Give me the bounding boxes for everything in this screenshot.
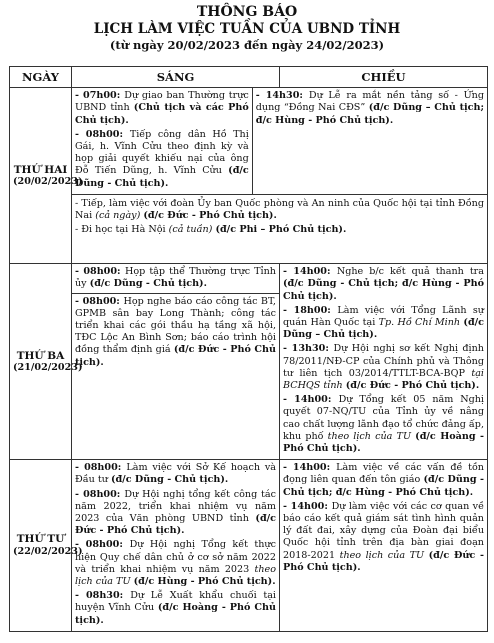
col-header-afternoon: CHIỀU bbox=[280, 67, 488, 88]
schedule-item: - 08h00: Tiếp công dân Hồ Thị Gái, h. Vĩnh Cửu theo định kỳ và họp giải quyết khiếu nại của ông Đỗ Tiến Dũng, h. Vĩnh Cửu (đ/c Dũng - Chủ tịch). bbox=[75, 128, 249, 189]
table-row bbox=[10, 88, 488, 264]
schedule-item: - 07h00: Dự giao ban Thường trực UBND tỉnh (Chủ tịch và các Phó Chủ tịch). bbox=[75, 90, 249, 126]
schedule-item: - Tiếp, làm việc với đoàn Ủy ban Quốc phòng và An ninh của Quốc hội tại tỉnh Đồng Nai (cả ngày) (đ/c Đức - Phó Chủ tịch). bbox=[75, 197, 484, 222]
schedule-item: - 08h00: Dự Hội nghị Tổng kết thực hiện Quy chế dân chủ ở cơ sở năm 2022 và triển khai nhiệm vụ năm 2023 theo lịch của TU (đ/c Hùng - Phó Chủ tịch). bbox=[75, 539, 276, 588]
schedule-item: - 13h30: Dự Hội nghị sơ kết Nghị định 78/2011/NĐ-CP của Chính phủ và Thông tư liên tịch 03/2014/TTLT-BCA-BQP tại BCHQS tỉnh (đ/c Đức - Phó Chủ tịch). bbox=[283, 343, 484, 392]
schedule-item: - 14h00: Nghe b/c kết quả thanh tra (đ/c Dũng - Chủ tịch; đ/c Hùng - Phó Chủ tịch). bbox=[283, 266, 484, 302]
table-header-row bbox=[10, 67, 488, 88]
day-name: THỨ TƯ bbox=[16, 533, 65, 546]
table-row bbox=[10, 460, 488, 632]
afternoon-cell bbox=[280, 264, 488, 460]
day-name: THỨ BA bbox=[16, 349, 65, 362]
schedule-item: - 08h00: Làm việc với Sở Kế hoạch và Đầu tư (đ/c Dũng - Chủ tịch). bbox=[75, 462, 276, 486]
schedule-item: - 14h00: Làm việc về các vấn đề tồn đọng liên quan đến tôn giáo (đ/c Dũng - Chủ tịch; đ/c Hùng - Phó Chủ tịch). bbox=[283, 462, 485, 498]
schedule-item: - 14h30: Dự Lễ ra mắt nền tảng số - Ứng dụng “Đồng Nai CĐS” (đ/c Dũng – Chủ tịch; đ/c Hùng - Phó Chủ tịch). bbox=[255, 90, 484, 126]
day-date: (21/02/2023) bbox=[13, 361, 83, 373]
schedule-item: - 08h30: Dự Lễ Xuất khẩu chuối tại huyện Vĩnh Cửu (đ/c Hoàng - Phó Chủ tịch). bbox=[75, 590, 276, 626]
col-header-morning: SÁNG bbox=[72, 67, 280, 88]
schedule-item: - 08h00: Họp tập thể Thường trực Tỉnh ủy (đ/c Dũng - Chủ tịch). bbox=[75, 266, 276, 290]
notice-title: THÔNG BÁO bbox=[196, 4, 298, 20]
morning-cell bbox=[72, 460, 280, 632]
schedule-item: - 08h00: Dự Hội nghị tổng kết công tác năm 2022, triển khai nhiệm vụ năm 2023 của Văn phòng UBND tỉnh (đ/c Đức - Phó Chủ tịch). bbox=[75, 488, 276, 537]
schedule-item: - 14h00: Dự Tổng kết 05 năm Nghị quyết 07-NQ/TU của Tỉnh ủy về nâng cao chất lượng lãnh đạo tổ chức đảng ấp, khu phố theo lịch của TU (đ/c Hoàng - Phó Chủ tịch). bbox=[283, 394, 485, 455]
table-row bbox=[10, 264, 488, 460]
schedule-item: - 14h00: Dự làm việc với các cơ quan về báo cáo kết quả giám sát tình hình quản lý đất đai, xây dựng của Đoàn đại biểu Quốc hội tỉnh trên địa bàn giai đoạn 2018-2021 theo lịch của TU (đ/c Đức - Phó Chủ tịch). bbox=[283, 500, 484, 573]
schedule-title: LỊCH LÀM VIỆC TUẦN CỦA UBND TỈNH bbox=[93, 21, 401, 37]
day-name: THỨ HAI bbox=[13, 163, 68, 176]
monday-content bbox=[72, 88, 488, 264]
date-range: (từ ngày 20/02/2023 đến ngày 24/02/2023) bbox=[109, 38, 385, 52]
schedule-item: - 08h00: Họp nghe báo cáo công tác BT, GPMB sân bay Long Thành; công tác triển khai các gói thầu hạ tầng xã hội, TĐC Lộc An Bình Sơn; báo cáo trình hội đồng thẩm định giá (đ/c Đức - Phó Chủ tịch). bbox=[75, 295, 276, 368]
day-cell bbox=[10, 88, 83, 264]
day-date: (22/02/2023) bbox=[13, 545, 83, 557]
day-cell bbox=[10, 460, 83, 632]
afternoon-cell bbox=[280, 460, 488, 632]
morning-cell bbox=[72, 264, 280, 460]
schedule-item: - Đi học tại Hà Nội (cả tuần) (đ/c Phi – Phó Chủ tịch). bbox=[75, 224, 347, 236]
col-header-day: NGÀY bbox=[10, 67, 72, 88]
day-cell bbox=[10, 264, 83, 460]
schedule-item: - 18h00: Làm việc với Tổng Lãnh sự quán Hàn Quốc tại Tp. Hồ Chí Minh (đ/c Dũng – Chủ tịch). bbox=[283, 304, 484, 341]
day-date: (20/02/2023) bbox=[13, 175, 83, 187]
schedule-table bbox=[9, 66, 488, 632]
